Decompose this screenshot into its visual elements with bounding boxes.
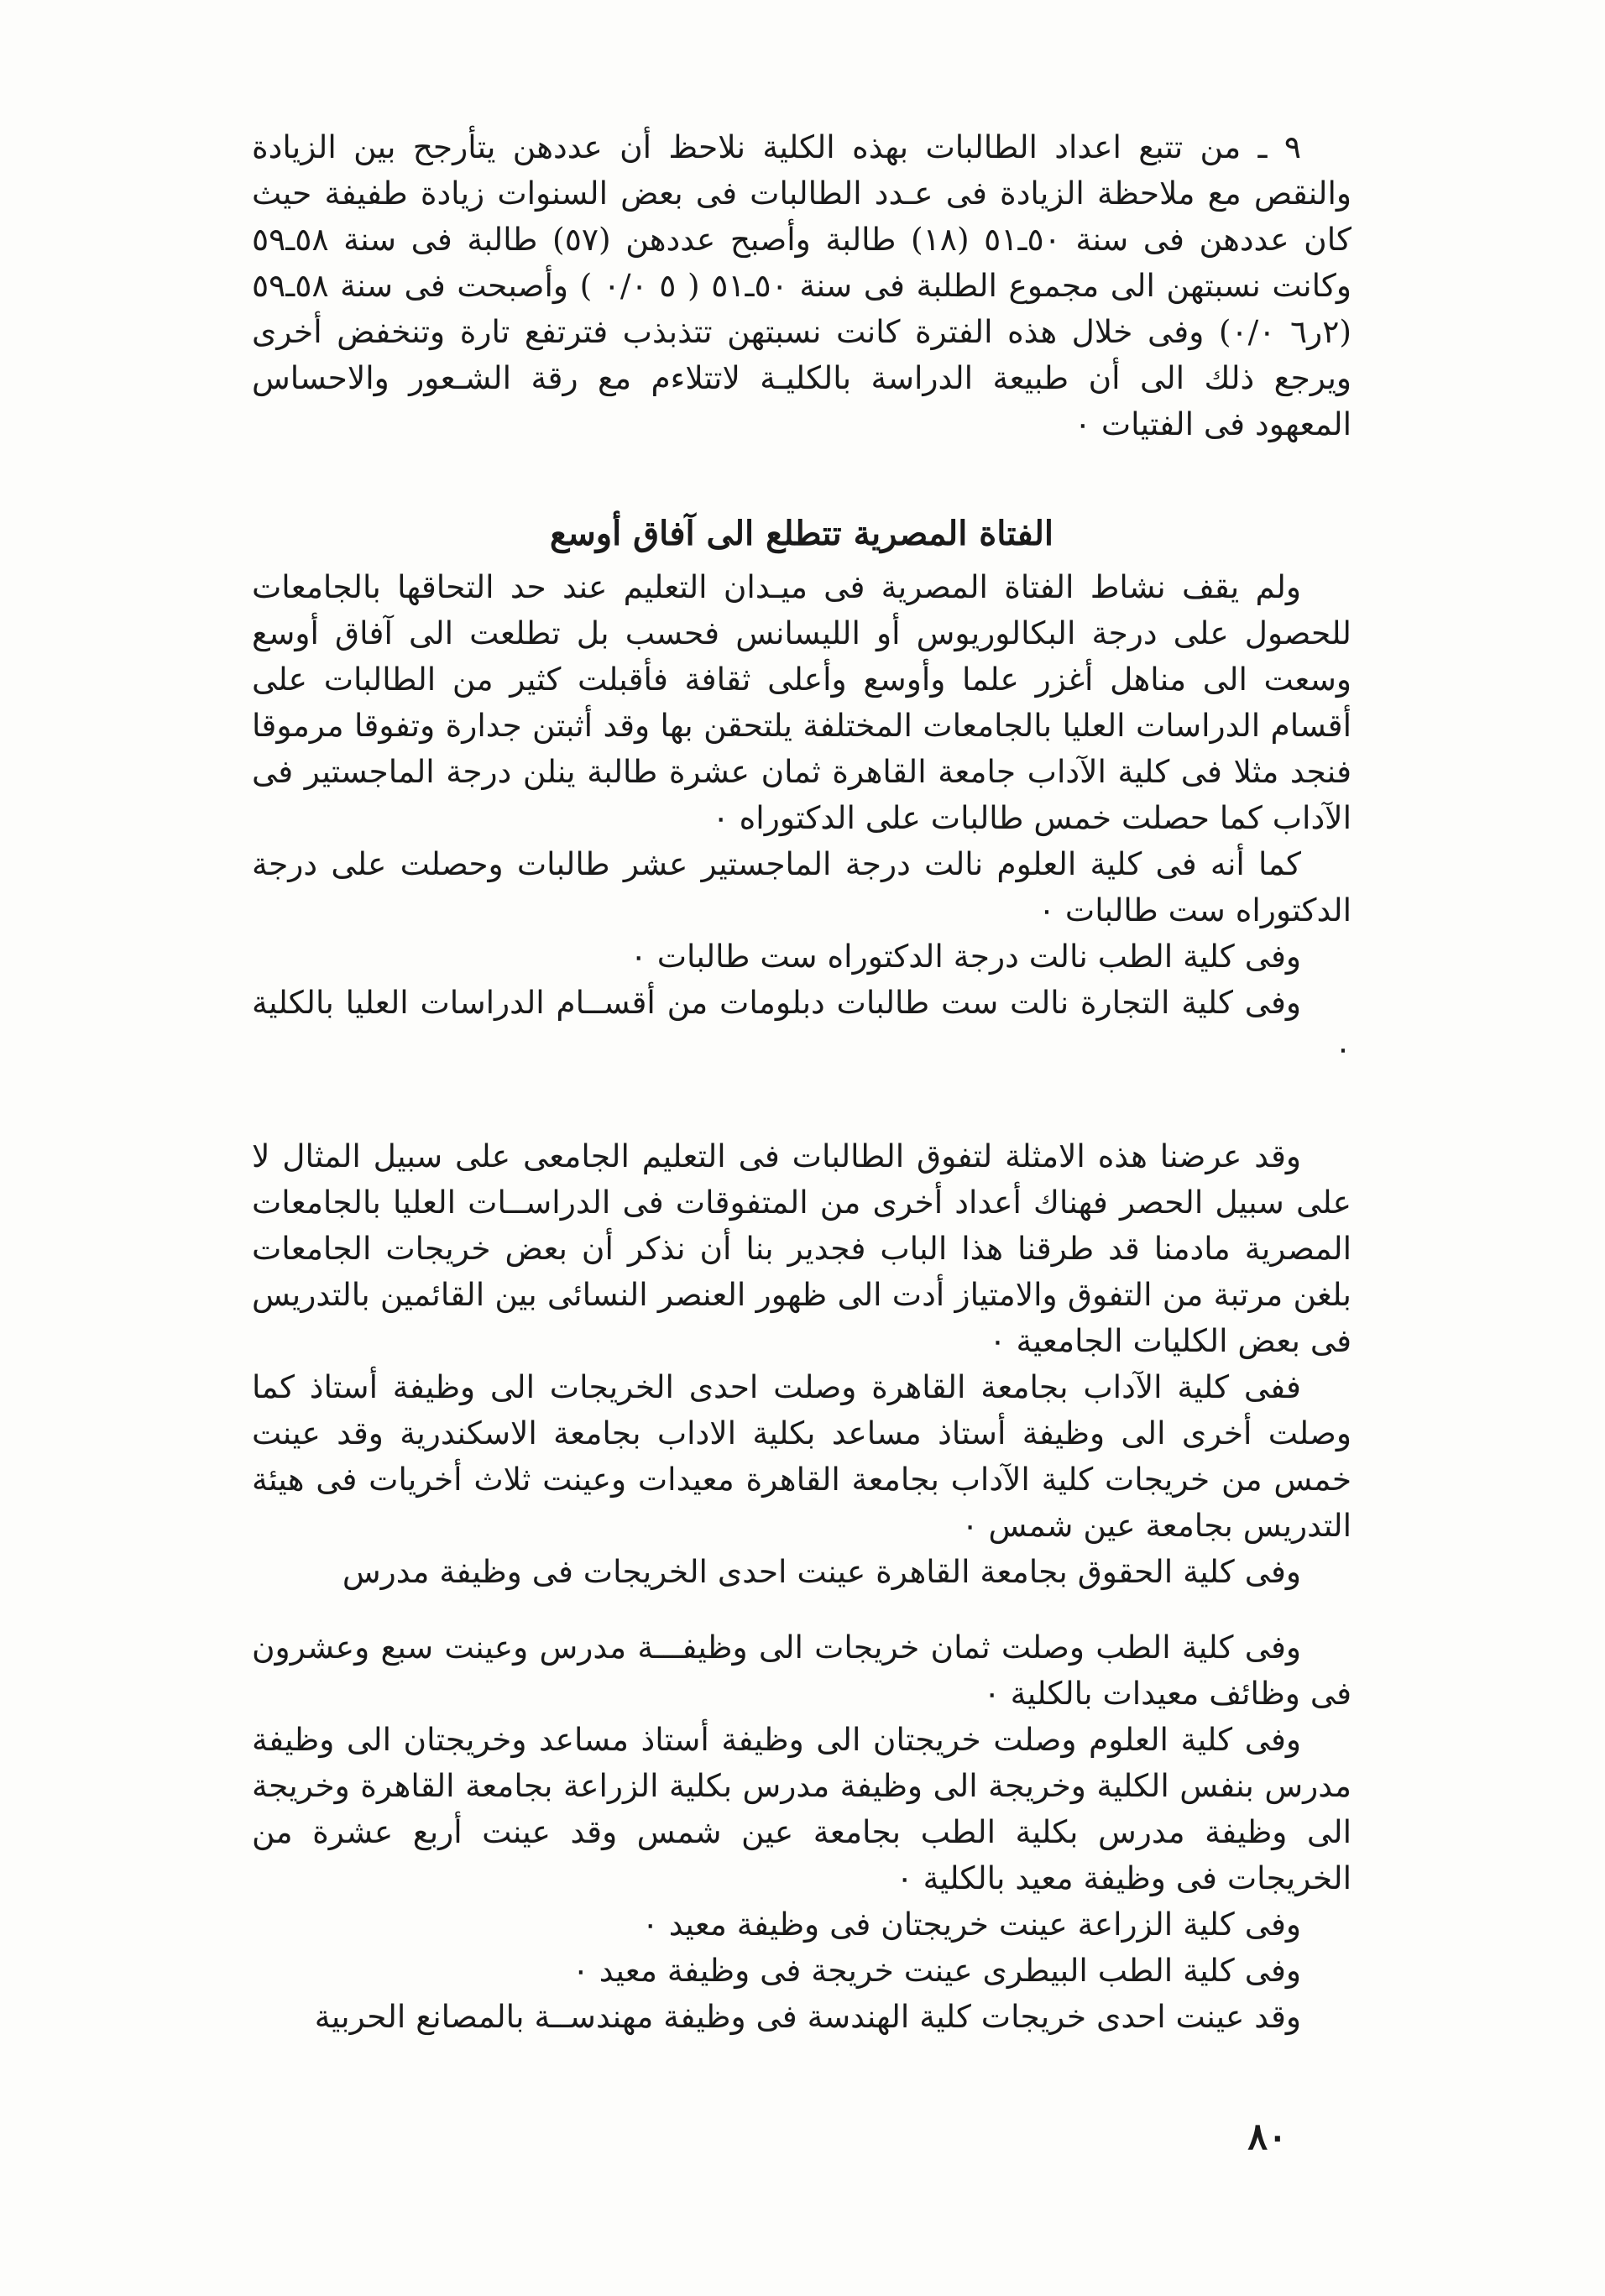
intro-paragraph-block [252,124,1351,447]
section-1-block [252,564,1351,1072]
section-heading: الفتاة المصرية تتطلع الى آفاق أوسع [549,514,1054,553]
section-3-block [252,1624,1351,2040]
section-1-paragraph-2: كما أنه فى كلية العلوم نالت درجة الماجستير عشر طالبات وحصلت على درجة الدكتوراه ست طالبات ٠ [252,845,1351,928]
page-number: ٨٠ [1247,2116,1288,2158]
section-2-paragraph-1: وقد عرضنا هذه الامثلة لتفوق الطالبات فى التعليم الجامعى على سبيل المثال لا على سبيل الحصر فهناك أعداد أخرى من المتفوقات فى الدراســات العليا بالجامعات المصرية مادمنا قد طرقنا هذا الباب فجدير بنا أن نذكر أن بعض خريجات الجامعات بلغن مرتبة من التفوق والامتياز أدت الى ظهور العنصر النسائى بين القائمين بالتدريس فى بعض الكليات الجامعية ٠ [252,1138,1351,1359]
section-1-paragraph-3: وفى كلية الطب نالت درجة الدكتوراه ست طالبات ٠ [630,938,1301,975]
section-3-paragraph-5: وقد عينت احدى خريجات كلية الهندسة فى وظيفة مهندســة بالمصانع الحربية [314,1998,1301,2035]
section-2-block [252,1133,1351,1595]
intro-paragraph: ٩ ـ من تتبع اعداد الطالبات بهذه الكلية نلاحظ أن عددهن يتأرجح بين الزيادة والنقص مع ملاحظة الزيادة فى عـدد الطالبات فى بعض السنوات زيادة طفيفة حيث كان عددهن فى سنة ٥٠ـ٥١ (١٨) طالبة وأصبح عددهن (٥٧) طالبة فى سنة ٥٨ـ٥٩ وكانت نسبتهن الى مجموع الطلبة فى سنة ٥٠ـ٥١ ( ٥ ٠/٠ ) وأصبحت فى سنة ٥٨ـ٥٩ (٢ر٦ ٠/٠) وفى خلال هذه الفترة كانت نسبتهن تتذبذب فترتفع تارة وتنخفض أخرى ويرجع ذلك الى أن طبيعة الدراسة بالكليـة لاتتلاءم مع رقة الشـعور والاحساس المعهود فى الفتيات ٠ [252,128,1352,442]
section-3-paragraph-4: وفى كلية الطب البيطرى عينت خريجة فى وظيفة معيد ٠ [572,1952,1301,1989]
section-1-paragraph-1: ولم يقف نشاط الفتاة المصرية فى ميـدان التعليم عند حد التحاقها بالجامعات للحصول على درجة البكالوريوس أو الليسانس فحسب بل تطلعت الى آفاق أوسع وسعت الى مناهل أغزر علما وأوسع وأعلى ثقافة فأقبلت كثير من الطالبات على أقسام الدراسات العليا بالجامعات المختلفة يلتحقن بها وقد أثبتن جدارة وتفوقا مرموقا فنجد مثلا فى كلية الآداب جامعة القاهرة ثمان عشرة طالبة ينلن درجة الماجستير فى الآداب كما حصلت خمس طالبات على الدكتوراه ٠ [252,568,1351,836]
section-3-paragraph-3: وفى كلية الزراعة عينت خريجتان فى وظيفة معيد ٠ [641,1906,1301,1943]
section-2-paragraph-3: وفى كلية الحقوق بجامعة القاهرة عينت احدى الخريجات فى وظيفة مدرس [342,1553,1301,1590]
section-2-paragraph-2: ففى كلية الآداب بجامعة القاهرة وصلت احدى الخريجات الى وظيفة أستاذ كما وصلت أخرى الى وظيفة أستاذ مساعد بكلية الاداب بجامعة الاسكندرية وقد عينت خمس من خريجات كلية الآداب بجامعة القاهرة معيدات وعينت ثلاث أخريات فى هيئة التدريس بجامعة عين شمس ٠ [252,1368,1351,1544]
section-3-paragraph-2: وفى كلية العلوم وصلت خريجتان الى وظيفة أستاذ مساعد وخريجتان الى وظيفة مدرس بنفس الكلية وخريجة الى وظيفة مدرس بكلية الزراعة بجامعة القاهرة وخريجة الى وظيفة مدرس بكلية الطب بجامعة عين شمس وقد عينت أربع عشرة من الخريجات فى وظيفة معيد بالكلية ٠ [252,1721,1351,1896]
section-1-paragraph-4: وفى كلية التجارة نالت ست طالبات دبلومات من أقســام الدراسات العليا بالكلية ٠ [252,984,1351,1067]
section-3-paragraph-1: وفى كلية الطب وصلت ثمان خريجات الى وظيفـــة مدرس وعينت سبع وعشرون فى وظائف معيدات بالكلية ٠ [252,1629,1351,1712]
